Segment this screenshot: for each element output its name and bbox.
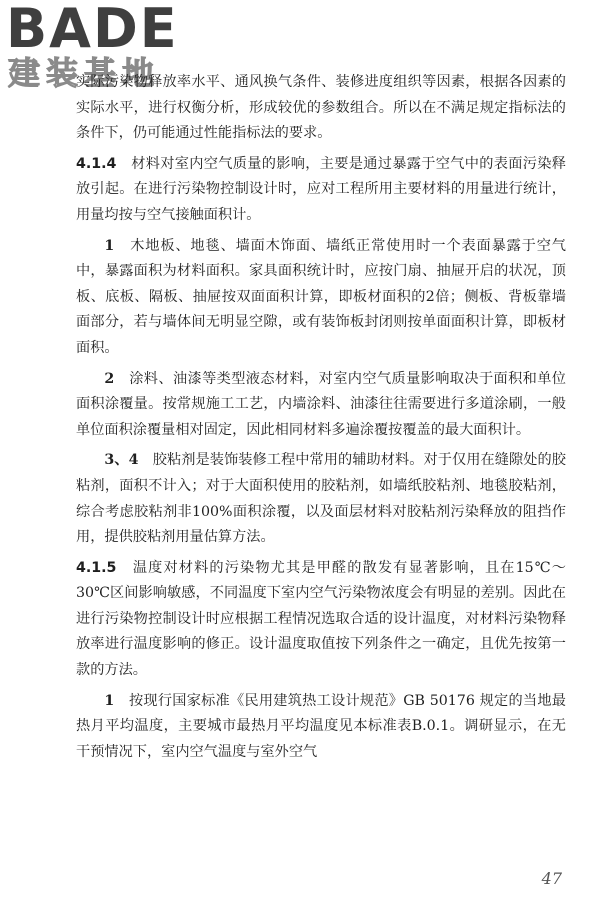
document-body (76, 70, 566, 770)
paragraph: 2 涂料、油漆等类型液态材料，对室内空气质量影响取决于面积和单位面积涂覆量。按常规施工工艺，内墙涂料、油漆往往需要进行多道涂刷，一般单位面积涂覆量相对固定，因此相同材料多遍涂覆按覆盖的最大面积计。 (76, 370, 566, 438)
paragraph: 4.1.5 温度对材料的污染物尤其是甲醛的散发有显著影响，且在15℃～30℃区间影响敏感，不同温度下室内空气污染物浓度会有明显的差别。因此在进行污染物控制设计时应根据工程情况选取合适的设计温度，对材料污染物释放率进行温度影响的修正。设计温度取值按下列条件之一确定，且优先按第一款的方法。 (76, 559, 566, 679)
paragraph: 1 木地板、地毯、墙面木饰面、墙纸正常使用时一个表面暴露于空气中，暴露面积为材料面积。家具面积统计时，应按门扇、抽屉开启的状况，顶板、底板、隔板、抽屉按双面面积计算，即板材面积的2倍；侧板、背板靠墙面部分，若与墙体间无明显空隙，或有装饰板封闭则按单面面积计算，即板材面积。 (76, 237, 566, 356)
paragraph: 实际污染物释放率水平、通风换气条件、装修进度组织等因素，根据各因素的实际水平，进行权衡分析，形成较优的参数组合。所以在不满足规定指标法的条件下，仍可能通过性能指标法的要求。 (76, 74, 566, 142)
item-number: 1 (104, 692, 115, 709)
section-number: 4.1.5 (76, 559, 117, 576)
section-number: 4.1.4 (76, 155, 117, 172)
page-number: 47 (541, 869, 562, 888)
logo-brand: BADE (6, 0, 179, 60)
paragraph: 3、4 胶粘剂是装饰装修工程中常用的辅助材料。对于仅用在缝隙处的胶粘剂，面积不计入；对于大面积使用的胶粘剂，如墙纸胶粘剂、地毯胶粘剂，综合考虑胶粘剂非100%面积涂覆，以及面层材料对胶粘剂污染释放的阻挡作用，提供胶粘剂用量估算方法。 (76, 452, 566, 546)
paragraph: 4.1.4 材料对室内空气质量的影响，主要是通过暴露于空气中的表面污染释放引起。在进行污染物控制设计时，应对工程所用主要材料的用量进行统计，用量均按与空气接触面积计。 (76, 155, 566, 223)
item-number: 2 (104, 370, 115, 387)
paragraph: 1 按现行国家标准《民用建筑热工设计规范》GB 50176 规定的当地最热月平均温度，主要城市最热月平均温度见本标准表B.0.1。调研显示，在无干预情况下，室内空气温度与室外空气 (76, 692, 566, 760)
logo-subtitle: 建装基地 (8, 54, 161, 92)
item-number: 1 (104, 237, 115, 254)
item-number: 3、4 (104, 452, 139, 469)
